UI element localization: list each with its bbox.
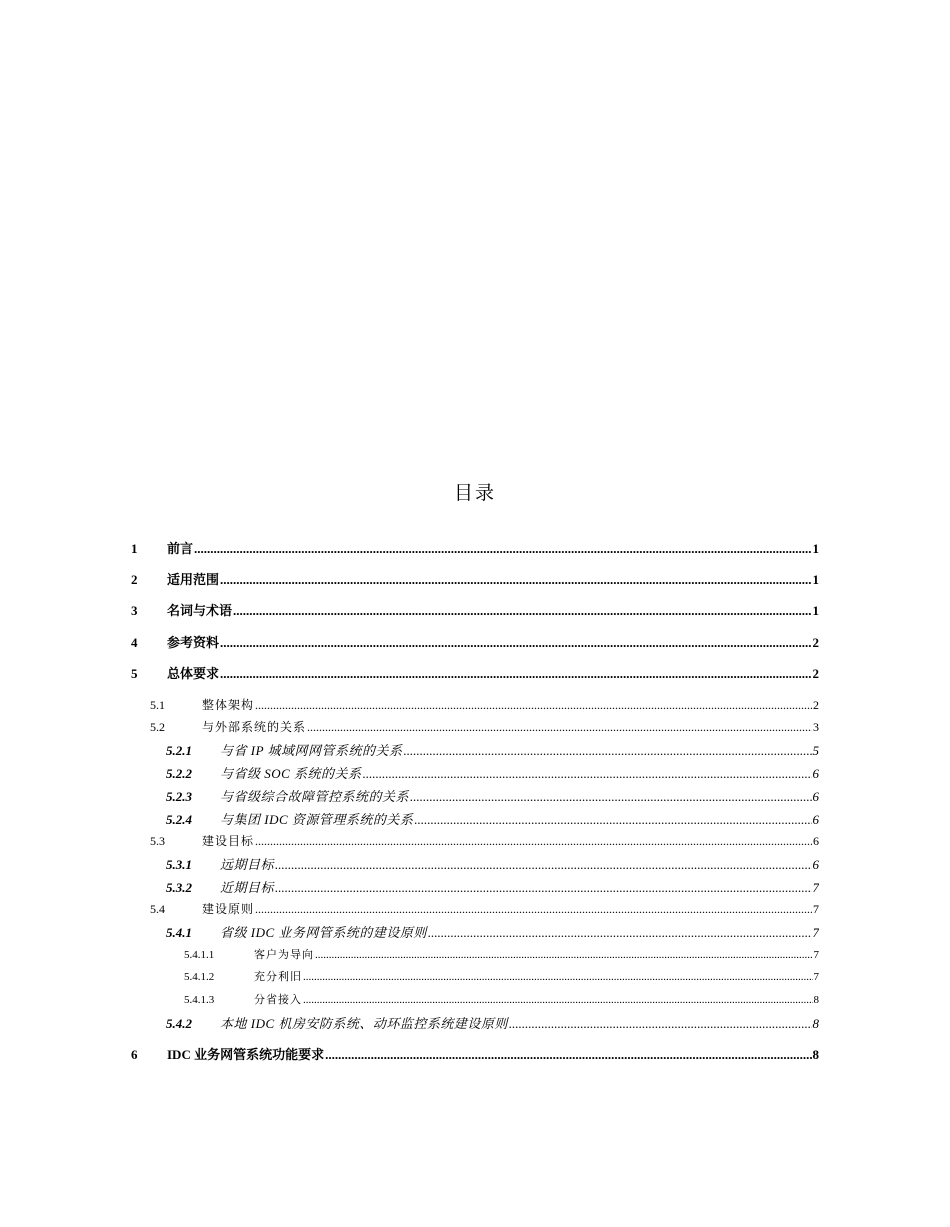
toc-entry-page: 6 xyxy=(812,857,819,872)
toc-leader-dots xyxy=(315,949,813,961)
toc-entry-page: 1 xyxy=(812,572,819,587)
toc-leader-dots xyxy=(303,994,813,1006)
toc-entry-2[interactable] xyxy=(131,569,819,588)
toc-entry-page: 2 xyxy=(813,698,819,712)
toc-entry-number: 5.2 xyxy=(150,720,165,734)
toc-leader-dots xyxy=(255,834,812,849)
toc-entry-label: 参考资料 xyxy=(167,635,220,650)
toc-entry-5-4-1[interactable] xyxy=(166,922,819,941)
toc-entry-label: 远期目标 xyxy=(220,857,275,872)
toc-entry-label: IDC 业务网管系统功能要求 xyxy=(167,1047,325,1062)
toc-leader-dots xyxy=(404,743,812,759)
toc-entry-label: 客户为导向 xyxy=(254,949,314,961)
toc-entry-5-2-4[interactable] xyxy=(166,809,819,828)
toc-entry-6[interactable] xyxy=(131,1044,819,1063)
toc-entry-label: 近期目标 xyxy=(220,880,275,895)
toc-entry-number: 5.2.1 xyxy=(166,743,192,758)
toc-entry-label: 与外部系统的关系 xyxy=(202,720,307,734)
toc-leader-dots xyxy=(255,902,812,917)
toc-entry-label: 本地 IDC 机房安防系统、动环监控系统建设原则 xyxy=(220,1016,508,1031)
toc-entry-page: 8 xyxy=(812,1047,819,1062)
toc-entry-number: 5.4 xyxy=(150,902,165,916)
toc-entry-number: 1 xyxy=(131,541,138,556)
toc-entry-page: 5 xyxy=(812,743,819,758)
toc-entry-number: 5.2.3 xyxy=(166,789,192,804)
toc-entry-5-2-1[interactable] xyxy=(166,740,819,759)
toc-entry-page: 8 xyxy=(813,994,819,1006)
toc-leader-dots xyxy=(303,971,813,983)
toc-entry-5-3[interactable] xyxy=(150,832,819,849)
toc-leader-dots xyxy=(275,857,811,873)
toc-entry-page: 7 xyxy=(812,880,819,895)
toc-entry-number: 5.3.1 xyxy=(166,857,192,872)
toc-entry-page: 6 xyxy=(812,789,819,804)
toc-leader-dots xyxy=(363,766,812,782)
toc-entry-page: 2 xyxy=(812,666,819,681)
toc-entry-page: 6 xyxy=(813,834,819,848)
toc-entry-number: 5.4.1 xyxy=(166,925,192,940)
toc-entry-page: 2 xyxy=(812,635,819,650)
toc-entry-label: 分省接入 xyxy=(254,994,302,1006)
toc-entry-5-2-3[interactable] xyxy=(166,786,819,805)
toc-entry-5-1[interactable] xyxy=(150,696,819,713)
toc-entry-3[interactable] xyxy=(131,600,819,619)
toc-entry-number: 5.3 xyxy=(150,834,165,848)
toc-entry-page: 7 xyxy=(812,925,819,940)
toc-leader-dots xyxy=(325,1047,811,1063)
toc-entry-number: 5.4.1.3 xyxy=(184,994,215,1006)
toc-leader-dots xyxy=(220,572,811,588)
toc-entry-label: 省级 IDC 业务网管系统的建设原则 xyxy=(220,925,427,940)
toc-leader-dots xyxy=(194,541,811,557)
toc-entry-label: 与集团 IDC 资源管理系统的关系 xyxy=(220,812,414,827)
toc-entry-page: 7 xyxy=(813,949,819,961)
toc-entry-label: 适用范围 xyxy=(167,572,220,587)
toc-entry-5-2[interactable] xyxy=(150,718,819,735)
toc-entry-5-4-2[interactable] xyxy=(166,1013,819,1032)
toc-entry-5-2-2[interactable] xyxy=(166,763,819,782)
toc-entry-page: 7 xyxy=(813,971,819,983)
toc-entry-5-4-1-2[interactable] xyxy=(184,968,819,984)
toc-entry-number: 5.2.4 xyxy=(166,812,192,827)
toc-entry-5[interactable] xyxy=(131,663,819,682)
toc-entry-number: 2 xyxy=(131,572,138,587)
toc-entry-page: 3 xyxy=(813,720,819,734)
toc-entry-page: 8 xyxy=(812,1016,819,1031)
toc-entry-label: 与省 IP 城域网网管系统的关系 xyxy=(220,743,403,758)
toc-leader-dots xyxy=(509,1016,812,1032)
toc-entry-number: 5.4.1.2 xyxy=(184,971,215,983)
toc-entry-label: 整体架构 xyxy=(202,698,255,712)
toc-entry-number: 4 xyxy=(131,635,138,650)
toc-entry-label: 建设目标 xyxy=(202,834,255,848)
toc-leader-dots xyxy=(220,666,811,682)
toc-entry-page: 7 xyxy=(813,902,819,916)
toc-leader-dots xyxy=(275,880,811,896)
toc-entry-number: 5.2.2 xyxy=(166,766,192,781)
toc-entry-5-3-1[interactable] xyxy=(166,854,819,873)
toc-entry-number: 6 xyxy=(131,1047,138,1062)
toc-title: 目录 xyxy=(453,483,496,504)
toc-leader-dots xyxy=(414,812,811,828)
toc-entry-label: 前言 xyxy=(167,541,194,556)
toc-entry-1[interactable] xyxy=(131,538,819,557)
toc-entry-4[interactable] xyxy=(131,632,819,651)
toc-entry-5-4-1-1[interactable] xyxy=(184,946,819,962)
toc-entry-number: 5.4.1.1 xyxy=(184,949,215,961)
toc-entry-5-4[interactable] xyxy=(150,900,819,917)
toc-entry-page: 6 xyxy=(812,766,819,781)
toc-entry-number: 5.3.2 xyxy=(166,880,192,895)
toc-entry-number: 5.1 xyxy=(150,698,165,712)
toc-leader-dots xyxy=(233,603,811,619)
toc-entry-label: 与省级 SOC 系统的关系 xyxy=(220,766,362,781)
toc-entry-number: 3 xyxy=(131,603,138,618)
toc-entry-5-4-1-3[interactable] xyxy=(184,991,819,1007)
toc-entry-5-3-2[interactable] xyxy=(166,877,819,896)
toc-entry-label: 名词与术语 xyxy=(167,603,233,618)
toc-entry-page: 1 xyxy=(812,541,819,556)
toc-leader-dots xyxy=(307,720,812,735)
toc-entry-number: 5 xyxy=(131,666,138,681)
toc-leader-dots xyxy=(220,635,811,651)
toc-leader-dots xyxy=(255,698,812,713)
toc-entry-page: 6 xyxy=(812,812,819,827)
toc-entry-number: 5.4.2 xyxy=(166,1016,192,1031)
toc-entry-label: 总体要求 xyxy=(167,666,220,681)
toc-leader-dots xyxy=(410,789,811,805)
toc-leader-dots xyxy=(428,925,812,941)
toc-entry-label: 与省级综合故障管控系统的关系 xyxy=(220,789,410,804)
toc-entry-page: 1 xyxy=(812,603,819,618)
toc-entry-label: 建设原则 xyxy=(202,902,255,916)
toc-entry-label: 充分利旧 xyxy=(254,971,302,983)
